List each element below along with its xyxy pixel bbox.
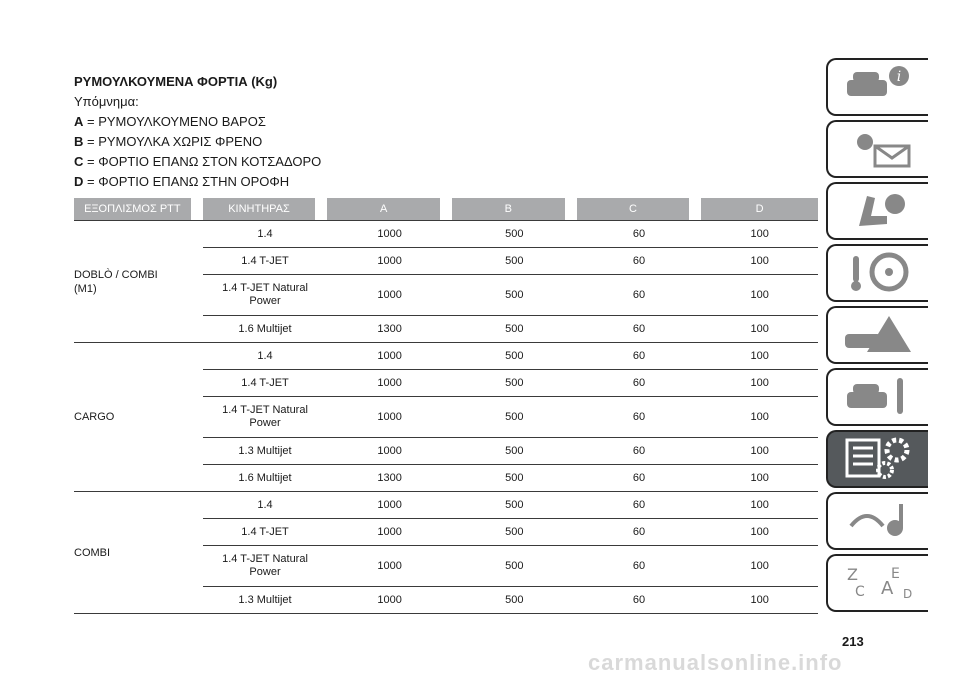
table-row bbox=[74, 343, 818, 370]
value-cell-c: 60 bbox=[577, 248, 702, 275]
svg-text:Z: Z bbox=[847, 564, 858, 584]
value-cell-c: 60 bbox=[577, 465, 702, 492]
chapter-tab[interactable] bbox=[826, 554, 928, 612]
value-cell-d: 100 bbox=[701, 370, 818, 397]
value-cell-a: 1000 bbox=[327, 587, 452, 614]
column-header: ΚΙΝΗΤΗΡΑΣ bbox=[203, 198, 328, 220]
value-cell-d: 100 bbox=[701, 248, 818, 275]
engine-cell: 1.4 T-JET Natural Power bbox=[203, 397, 328, 438]
chapter-tab[interactable] bbox=[826, 58, 928, 116]
value-cell-c: 60 bbox=[577, 546, 702, 587]
page-title: ΡΥΜΟΥΛΚΟΥΜΕΝΑ ΦΟΡΤΙΑ (Kg) bbox=[74, 74, 278, 89]
engine-cell: 1.4 bbox=[203, 492, 328, 519]
value-cell-b: 500 bbox=[452, 587, 577, 614]
value-cell-a: 1000 bbox=[327, 275, 452, 316]
page-header bbox=[74, 72, 321, 192]
engine-cell: 1.3 Multijet bbox=[203, 438, 328, 465]
value-cell-d: 100 bbox=[701, 519, 818, 546]
engine-cell: 1.4 bbox=[203, 220, 328, 248]
value-cell-c: 60 bbox=[577, 492, 702, 519]
column-header: A bbox=[327, 198, 452, 220]
table-header-row bbox=[74, 198, 818, 220]
legend-text: = ΦΟΡΤΙΟ ΕΠΑΝΩ ΣΤΗΝ ΟΡΟΦΗ bbox=[83, 174, 290, 189]
value-cell-a: 1000 bbox=[327, 438, 452, 465]
page-number: 213 bbox=[842, 634, 864, 649]
engine-cell: 1.6 Multijet bbox=[203, 465, 328, 492]
value-cell-d: 100 bbox=[701, 587, 818, 614]
legend-key: B bbox=[74, 134, 84, 149]
value-cell-d: 100 bbox=[701, 397, 818, 438]
value-cell-d: 100 bbox=[701, 275, 818, 316]
equipment-cell: DOBLÒ / COMBI (M1) bbox=[74, 220, 203, 343]
value-cell-d: 100 bbox=[701, 316, 818, 343]
engine-cell: 1.6 Multijet bbox=[203, 316, 328, 343]
watermark: carmanualsonline.info bbox=[588, 650, 843, 675]
engine-cell: 1.4 T-JET Natural Power bbox=[203, 546, 328, 587]
car-warning-triangle-icon bbox=[841, 310, 915, 361]
legend-text: = ΡΥΜΟΥΛΚΟΥΜΕΝΟ ΒΑΡΟΣ bbox=[83, 114, 266, 129]
chapter-sidebar bbox=[826, 58, 930, 616]
value-cell-a: 1000 bbox=[327, 519, 452, 546]
engine-cell: 1.4 T-JET Natural Power bbox=[203, 275, 328, 316]
legend-item bbox=[74, 132, 321, 152]
value-cell-b: 500 bbox=[452, 370, 577, 397]
value-cell-c: 60 bbox=[577, 316, 702, 343]
value-cell-a: 1300 bbox=[327, 465, 452, 492]
value-cell-c: 60 bbox=[577, 370, 702, 397]
column-header: C bbox=[577, 198, 702, 220]
svg-text:A: A bbox=[881, 577, 894, 599]
value-cell-a: 1000 bbox=[327, 248, 452, 275]
value-cell-c: 60 bbox=[577, 397, 702, 438]
column-header: ΕΞΟΠΛΙΣΜΟΣ ΡΤΤ bbox=[74, 198, 203, 220]
value-cell-c: 60 bbox=[577, 343, 702, 370]
value-cell-a: 1000 bbox=[327, 492, 452, 519]
column-header: D bbox=[701, 198, 818, 220]
legend-key: C bbox=[74, 154, 84, 169]
engine-cell: 1.3 Multijet bbox=[203, 587, 328, 614]
engine-cell: 1.4 bbox=[203, 343, 328, 370]
value-cell-b: 500 bbox=[452, 519, 577, 546]
seat-airbag-icon bbox=[841, 186, 915, 237]
legend-text: = ΡΥΜΟΥΛΚΑ ΧΩΡΙΣ ΦΡΕΝΟ bbox=[83, 134, 263, 149]
chapter-tab[interactable] bbox=[826, 368, 928, 426]
value-cell-d: 100 bbox=[701, 220, 818, 248]
value-cell-b: 500 bbox=[452, 465, 577, 492]
svg-text:i: i bbox=[896, 68, 902, 85]
svg-text:D: D bbox=[903, 586, 913, 601]
legend-item bbox=[74, 172, 321, 192]
table-row bbox=[74, 492, 818, 519]
legend-text: = ΦΟΡΤΙΟ ΕΠΑΝΩ ΣΤΟΝ ΚΟΤΣΑΔΟΡΟ bbox=[83, 154, 322, 169]
value-cell-b: 500 bbox=[452, 397, 577, 438]
svg-text:C: C bbox=[855, 583, 865, 600]
value-cell-a: 1000 bbox=[327, 546, 452, 587]
alphabetical-index-icon bbox=[841, 558, 915, 609]
table-row bbox=[74, 220, 818, 248]
value-cell-b: 500 bbox=[452, 220, 577, 248]
value-cell-c: 60 bbox=[577, 587, 702, 614]
warning-light-envelope-icon bbox=[841, 124, 915, 175]
legend-item bbox=[74, 152, 321, 172]
value-cell-b: 500 bbox=[452, 343, 577, 370]
value-cell-a: 1000 bbox=[327, 220, 452, 248]
value-cell-a: 1300 bbox=[327, 316, 452, 343]
chapter-tab[interactable] bbox=[826, 120, 928, 178]
multimedia-music-icon bbox=[841, 496, 915, 547]
value-cell-b: 500 bbox=[452, 492, 577, 519]
specs-gears-icon bbox=[841, 434, 915, 485]
towing-loads-table bbox=[74, 198, 818, 614]
value-cell-c: 60 bbox=[577, 275, 702, 316]
value-cell-c: 60 bbox=[577, 519, 702, 546]
legend-title: Υπόμνημα: bbox=[74, 94, 139, 109]
value-cell-c: 60 bbox=[577, 438, 702, 465]
table-body bbox=[74, 220, 818, 614]
legend-key: A bbox=[74, 114, 84, 129]
key-steering-wheel-icon bbox=[841, 248, 915, 299]
legend-item bbox=[74, 112, 321, 132]
engine-cell: 1.4 T-JET bbox=[203, 519, 328, 546]
equipment-cell: CARGO bbox=[74, 343, 203, 492]
value-cell-b: 500 bbox=[452, 546, 577, 587]
value-cell-a: 1000 bbox=[327, 370, 452, 397]
chapter-tab[interactable] bbox=[826, 244, 928, 302]
chapter-tab[interactable] bbox=[826, 182, 928, 240]
chapter-tab[interactable] bbox=[826, 430, 928, 488]
value-cell-d: 100 bbox=[701, 343, 818, 370]
car-wrench-icon bbox=[841, 372, 915, 423]
value-cell-c: 60 bbox=[577, 220, 702, 248]
value-cell-b: 500 bbox=[452, 438, 577, 465]
value-cell-d: 100 bbox=[701, 492, 818, 519]
svg-text:E: E bbox=[891, 565, 900, 582]
value-cell-d: 100 bbox=[701, 465, 818, 492]
engine-cell: 1.4 T-JET bbox=[203, 248, 328, 275]
value-cell-d: 100 bbox=[701, 546, 818, 587]
value-cell-b: 500 bbox=[452, 316, 577, 343]
car-info-icon bbox=[841, 62, 915, 113]
value-cell-b: 500 bbox=[452, 248, 577, 275]
equipment-cell: COMBI bbox=[74, 492, 203, 614]
engine-cell: 1.4 T-JET bbox=[203, 370, 328, 397]
column-header: B bbox=[452, 198, 577, 220]
legend-key: D bbox=[74, 174, 84, 189]
chapter-tab[interactable] bbox=[826, 492, 928, 550]
legend-list bbox=[74, 112, 321, 192]
value-cell-a: 1000 bbox=[327, 397, 452, 438]
value-cell-b: 500 bbox=[452, 275, 577, 316]
value-cell-a: 1000 bbox=[327, 343, 452, 370]
value-cell-d: 100 bbox=[701, 438, 818, 465]
chapter-tab[interactable] bbox=[826, 306, 928, 364]
